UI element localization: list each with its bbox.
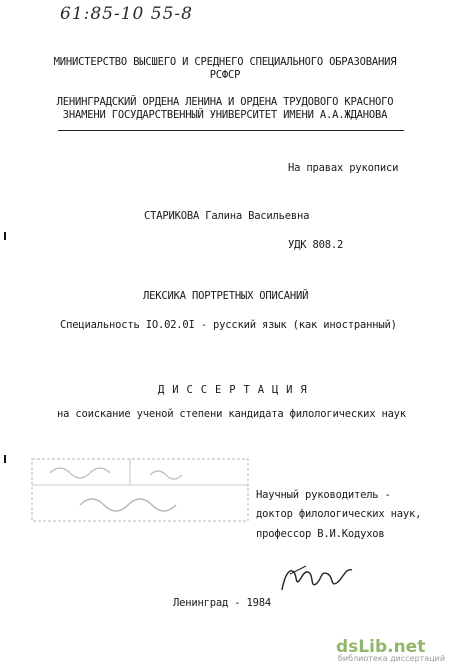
handwritten-signature	[276, 560, 356, 600]
watermark	[336, 637, 444, 663]
degree-purpose: на соискание ученой степени кандидата филологических наук	[57, 408, 406, 420]
specialty: Специальность IO.02.0I - русский язык (как иностранный)	[60, 319, 397, 331]
supervisor-line-3: профессор В.И.Кодухов	[256, 528, 385, 540]
library-stamp	[30, 455, 250, 525]
dissertation-title: ЛЕКСИКА ПОРТРЕТНЫХ ОПИСАНИЙ	[143, 290, 309, 302]
supervisor-line-1: Научный руководитель -	[256, 489, 391, 501]
university-line-1: ЛЕНИНГРАДСКИЙ ОРДЕНА ЛЕНИНА И ОРДЕНА ТРУДОВОГО КРАСНОГО	[56, 96, 394, 108]
left-margin-mark-2	[4, 455, 6, 463]
watermark-caption: библиотека диссертаций	[338, 654, 446, 663]
left-margin-mark	[4, 232, 6, 240]
ministry-line-2: РСФСР	[209, 69, 241, 81]
header-underline	[58, 130, 404, 131]
city-and-year: Ленинград - 1984	[173, 597, 271, 609]
watermark-logo: dsLib.net	[336, 637, 426, 657]
supervisor-line-2: доктор филологических наук,	[256, 508, 422, 520]
university-line-2: ЗНАМЕНИ ГОСУДАРСТВЕННЫЙ УНИВЕРСИТЕТ ИМЕНИ А.А.ЖДАНОВА	[62, 109, 388, 121]
udk-code: УДК 808.2	[288, 239, 344, 251]
document-type: Д И С С Е Р Т А Ц И Я	[158, 384, 308, 396]
handwritten-catalog-number: 61:85-10 55-8	[60, 4, 193, 24]
rights-notice: На правах рукописи	[288, 162, 399, 174]
ministry-line-1: МИНИСТЕРСТВО ВЫСШЕГО И СРЕДНЕГО СПЕЦИАЛЬНОГО ОБРАЗОВАНИЯ	[53, 56, 397, 68]
author-name: СТАРИКОВА Галина Васильевна	[144, 210, 310, 222]
